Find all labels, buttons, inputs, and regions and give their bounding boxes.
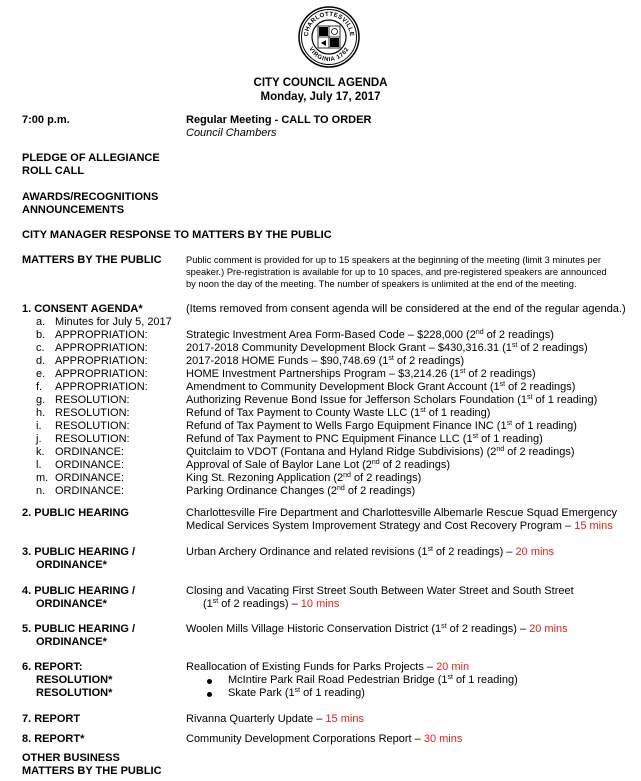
other-business-heading: OTHER BUSINESS [22,752,120,764]
item6-bullet-text: McIntire Park Rail Road Pedestrian Bridge (1st of 1 reading) [228,674,518,686]
consent-item-label: RESOLUTION: [55,407,130,419]
meeting-time: 7:00 p.m. [22,114,70,126]
item6-text: Reallocation of Existing Funds for Parks Projects – 20 min [186,661,470,673]
consent-item-letter: k. [36,446,45,458]
consent-item-description: Parking Ordinance Changes (2nd of 2 readings) [186,485,416,497]
item2-time: 15 mins [574,520,613,532]
item6-heading: 6. REPORT: [22,661,83,673]
consent-item-letter: g. [36,394,46,406]
consent-item-label: RESOLUTION: [55,394,130,406]
consent-item-label: APPROPRIATION: [55,329,148,341]
city-seal [298,6,360,68]
consent-item-label: ORDINANCE: [55,446,125,458]
consent-item-letter: l. [36,459,42,471]
consent-item-label: APPROPRIATION: [55,368,148,380]
consent-item-description: Approval of Sale of Baylor Lane Lot (2nd of 2 readings) [186,459,451,471]
consent-item-letter: b. [36,329,46,341]
item2-line1: Charlottesville Fire Department and Charlottesville Albemarle Rescue Squad Emergency [186,507,618,519]
item7-time: 15 mins [325,713,364,725]
item7-heading: 7. REPORT [22,713,81,725]
item2-heading: 2. PUBLIC HEARING [22,507,129,519]
item4-subheading: ORDINANCE* [36,598,107,610]
pledge-heading: PLEDGE OF ALLEGIANCE [22,152,160,164]
item8-heading: 8. REPORT* [22,733,85,745]
consent-item-label: Minutes for July 5, 2017 [55,316,172,328]
consent-item-label: APPROPRIATION: [55,342,148,354]
consent-agenda-heading: 1. CONSENT AGENDA* [22,303,143,315]
consent-item-description: 2017-2018 HOME Funds – $90,748.69 (1st of 2 readings) [186,355,465,367]
public-comment-line: speaker.) Pre-registration is available for up to 10 spaces, and pre-registered speakers are announced [186,267,607,277]
item3-text: Urban Archery Ordinance and related revisions (1st of 2 readings) – 20 mins [186,546,555,558]
consent-item-label: RESOLUTION: [55,433,130,445]
consent-item-description: Refund of Tax Payment to PNC Equipment Finance LLC (1st of 1 reading) [186,433,543,445]
consent-item-label: ORDINANCE: [55,472,125,484]
item7-text: Rivanna Quarterly Update – 15 mins [186,713,364,725]
public-matters-heading: MATTERS BY THE PUBLIC [22,254,162,266]
item4-heading: 4. PUBLIC HEARING / [22,585,136,597]
consent-item-letter: d. [36,355,46,367]
meeting-type: Regular Meeting - CALL TO ORDER [186,114,372,126]
public-comment-line: by noon the day of the meeting. The number of speakers is unlimited at the end of the meeting. [186,279,577,289]
svg-text:VIRGINIA 1762: VIRGINIA 1762 [307,46,351,64]
agenda-date: Monday, July 17, 2017 [260,91,381,103]
consent-item-label: RESOLUTION: [55,420,130,432]
consent-item-letter: a. [36,316,46,328]
consent-item-letter: e. [36,368,46,380]
meeting-location: Council Chambers [186,127,277,139]
item2-line2: Medical Services System Improvement Strategy and Cost Recovery Program – 15 mins [186,520,613,532]
item5-subheading: ORDINANCE* [36,636,107,648]
consent-item-description: Authorizing Revenue Bond Issue for Jefferson Scholars Foundation (1st of 1 reading) [186,394,598,406]
consent-item-letter: c. [36,342,45,354]
consent-item-letter: n. [36,485,46,497]
consent-item-description: Refund of Tax Payment to Wells Fargo Equipment Finance INC (1st of 1 reading) [186,420,577,432]
consent-item-description: Strategic Investment Area Form-Based Code – $228,000 (2nd of 2 readings) [186,329,554,341]
agenda-title: CITY COUNCIL AGENDA [253,77,388,89]
item4-line2: (1st of 2 readings) – 10 mins [203,598,340,610]
item5-heading: 5. PUBLIC HEARING / [22,623,136,635]
awards-heading: AWARDS/RECOGNITIONS [22,191,159,203]
item3-heading: 3. PUBLIC HEARING / [22,546,136,558]
consent-item-label: APPROPRIATION: [55,381,148,393]
consent-item-letter: m. [36,472,49,484]
item3-time: 20 mins [515,546,555,558]
closing-public-matters-heading: MATTERS BY THE PUBLIC [22,765,162,777]
consent-item-description: Amendment to Community Development Block Grant Account (1st of 2 readings) [186,381,576,393]
item8-time: 30 mins [423,733,463,745]
city-manager-heading: CITY MANAGER RESPONSE TO MATTERS BY THE PUBLIC [22,229,332,241]
consent-item-letter: f. [36,381,43,393]
consent-agenda-note: (Items removed from consent agenda will be considered at the end of the regular agenda.) [186,303,626,315]
bullet-icon [207,692,212,697]
consent-item-description: King St. Rezoning Application (2nd of 2 readings) [186,472,422,484]
announcements-heading: ANNOUNCEMENTS [22,204,125,216]
consent-item-description: Refund of Tax Payment to County Waste LLC (1st of 1 reading) [186,407,491,419]
item3-subheading: ORDINANCE* [36,559,107,571]
consent-item-label: ORDINANCE: [55,485,125,497]
item4-line1: Closing and Vacating First Street South Between Water Street and South Street [186,585,574,597]
consent-item-label: ORDINANCE: [55,459,125,471]
consent-item-description: Quitclaim to VDOT (Fontana and Hyland Ridge Subdivisions) (2nd of 2 readings) [186,446,575,458]
item6-bullet-text: Skate Park (1st of 1 reading) [228,687,365,699]
item6-resolution-label: RESOLUTION* [36,687,113,699]
public-comment-line: Public comment is provided for up to 15 speakers at the beginning of the meeting (limit 3 minutes per [186,255,601,265]
item5-text: Woolen Mills Village Historic Conservation District (1st of 2 readings) – 20 mins [186,623,568,635]
svg-text:CHARLOTTESVILLE: CHARLOTTESVILLE [302,10,356,37]
item8-text: Community Development Corporations Report – 30 mins [186,733,463,745]
item6-resolution-label: RESOLUTION* [36,674,113,686]
consent-item-letter: i. [36,420,42,432]
consent-item-description: HOME Investment Partnerships Program – $3,214.26 (1st of 2 readings) [186,368,536,380]
roll-call-heading: ROLL CALL [22,165,85,177]
item5-time: 20 mins [529,623,568,635]
item6-time: 20 min [436,661,470,673]
consent-item-label: APPROPRIATION: [55,355,148,367]
item4-time: 10 mins [300,598,340,610]
consent-item-description: 2017-2018 Community Development Block Grant – $430,316.31 (1st of 2 readings) [186,342,588,354]
bullet-icon [207,679,212,684]
consent-item-letter: j. [36,433,42,445]
consent-item-letter: h. [36,407,46,419]
